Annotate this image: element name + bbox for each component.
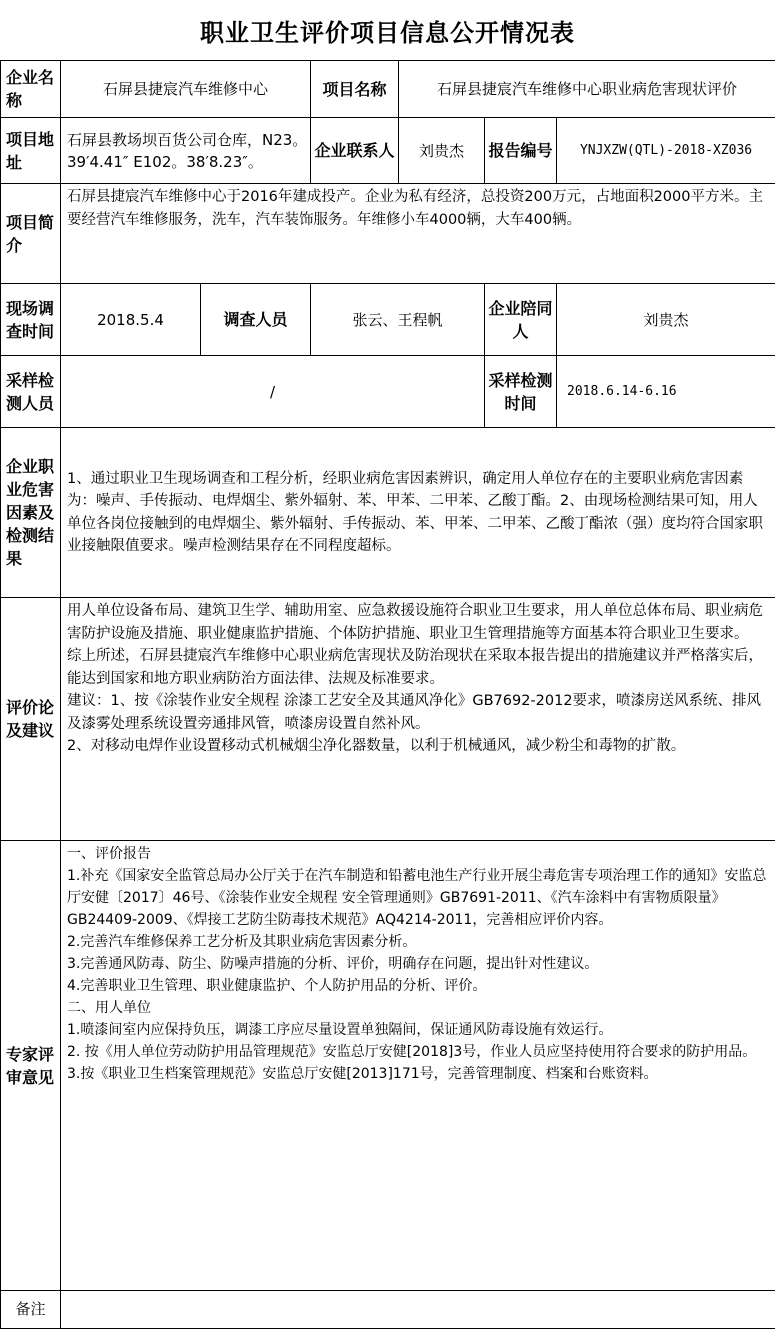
value-company-name: 石屏县捷宸汽车维修中心 <box>61 61 311 118</box>
conclusion-paragraph: 2、对移动电焊作业设置移动式机械烟尘净化器数量，以利于机械通风，减少粉尘和毒物的扩散。 <box>67 738 686 754</box>
label-surveyors: 调查人员 <box>201 284 311 356</box>
row-survey <box>1 284 775 356</box>
label-project-intro: 项目简介 <box>1 184 61 284</box>
paragraph-gap <box>67 1085 771 1107</box>
row-expert-opinion <box>1 841 775 1291</box>
row-address <box>1 118 775 184</box>
row-company <box>1 61 775 118</box>
expert-paragraph: 2.完善汽车维修保养工艺分析及其职业病危害因素分析。 <box>67 934 417 950</box>
expert-paragraph: 2. 按《用人单位劳动防护用品管理规范》安监总厅安健[2018]3号，作业人员应坚持使用符合要求的防护用品。 <box>67 1044 757 1060</box>
label-sampling-staff: 采样检测人员 <box>1 356 61 428</box>
value-conclusion <box>61 598 775 841</box>
expert-paragraph: 4.完善职业卫生管理、职业健康监护、个人防护用品的分析、评价。 <box>67 978 487 994</box>
label-sampling-time: 采样检测时间 <box>485 356 557 428</box>
label-survey-time: 现场调查时间 <box>1 284 61 356</box>
row-remarks <box>1 1291 775 1329</box>
label-company-name: 企业名称 <box>1 61 61 118</box>
value-sampling-time: 2018.6.14-6.16 <box>557 356 775 428</box>
value-expert-opinion <box>61 841 775 1291</box>
label-conclusion: 评价论及建议 <box>1 598 61 841</box>
label-remarks: 备注 <box>1 1291 61 1329</box>
value-surveyors: 张云、王程帆 <box>311 284 485 356</box>
expert-paragraph: 3.按《职业卫生档案管理规范》安监总厅安健[2013]171号，完善管理制度、档案和台账资料。 <box>67 1066 658 1082</box>
value-company-contact: 刘贵杰 <box>399 118 485 184</box>
value-remarks <box>61 1291 775 1329</box>
value-survey-time: 2018.5.4 <box>61 284 201 356</box>
conclusion-paragraph: 建议：1、按《涂装作业安全规程 涂漆工艺安全及其通风净化》GB7692-2012要求，喷漆房送风系统、排风及漆雾处理系统设置旁通排风管，喷漆房设置自然补风。 <box>67 693 762 732</box>
conclusion-paragraph: 综上所述，石屏县捷宸汽车维修中心职业病危害现状及防治现状在采取本报告提出的措施建议并严格落实后，能达到国家和地方职业病防治方面法律、法规及标准要求。 <box>67 648 763 687</box>
expert-paragraph: 1.补充《国家安全监管总局办公厅关于在汽车制造和铅蓄电池生产行业开展尘毒危害专项治理工作的通知》安监总厅安健〔2017〕46号、《涂装作业安全规程 安全管理通则》GB7691-2011、《汽车涂料中有害物质限量》GB24409-2009、《焊接工艺防尘防毒技术规范》AQ4214-2011，完善相应评价内容。 <box>67 868 767 928</box>
value-project-intro: 石屏县捷宸汽车维修中心于2016年建成投产。企业为私有经济，总投资200万元，占地面积2000平方米。主要经营汽车维修服务，洗车，汽车装饰服务。年维修小车4000辆，大车400辆。 <box>61 184 775 284</box>
label-expert-opinion: 专家评审意见 <box>1 841 61 1291</box>
value-company-escort: 刘贵杰 <box>557 284 775 356</box>
expert-paragraph: 3.完善通风防毒、防尘、防噪声措施的分析、评价，明确存在问题，提出针对性建议。 <box>67 956 599 972</box>
page-title: 职业卫生评价项目信息公开情况表 <box>200 18 575 47</box>
value-project-address: 石屏县教场坝百货公司仓库，N23。39′4.41″ E102。38′8.23″。 <box>61 118 311 184</box>
conclusion-paragraph: 用人单位设备布局、建筑卫生学、辅助用室、应急救援设施符合职业卫生要求，用人单位总体布局、职业病危害防护设施及措施、职业健康监护措施、个体防护措施、职业卫生管理措施等方面基本符合职业卫生要求。 <box>67 603 763 642</box>
expert-paragraph: 一、评价报告 <box>67 846 151 862</box>
value-project-name: 石屏县捷宸汽车维修中心职业病危害现状评价 <box>399 61 775 118</box>
row-conclusion <box>1 598 775 841</box>
expert-paragraph: 二、用人单位 <box>67 1000 151 1016</box>
value-sampling-staff: / <box>61 356 485 428</box>
value-hazards-results: 1、通过职业卫生现场调查和工程分析，经职业病危害因素辨识，确定用人单位存在的主要职业病危害因素为：噪声、手传振动、电焊烟尘、紫外辐射、苯、甲苯、二甲苯、乙酸丁酯。2、由现场检测结果可知，用人单位各岗位接触到的电焊烟尘、紫外辐射、手传振动、苯、甲苯、二甲苯、乙酸丁酯浓（强）度均符合国家职业接触限值要求。噪声检测结果存在不同程度超标。 <box>61 428 775 598</box>
label-hazards-results: 企业职业危害因素及检测结果 <box>1 428 61 598</box>
label-report-no: 报告编号 <box>485 118 557 184</box>
info-table <box>0 60 775 1329</box>
label-company-escort: 企业陪同人 <box>485 284 557 356</box>
expert-paragraph: 1.喷漆间室内应保持负压，调漆工序应尽量设置单独隔间，保证通风防毒设施有效运行。 <box>67 1022 613 1038</box>
row-sampling <box>1 356 775 428</box>
row-intro <box>1 184 775 284</box>
value-report-no: YNJXZW(QTL)-2018-XZ036 <box>557 118 775 184</box>
label-project-name: 项目名称 <box>311 61 399 118</box>
label-company-contact: 企业联系人 <box>311 118 399 184</box>
row-hazards <box>1 428 775 598</box>
label-project-address: 项目地址 <box>1 118 61 184</box>
